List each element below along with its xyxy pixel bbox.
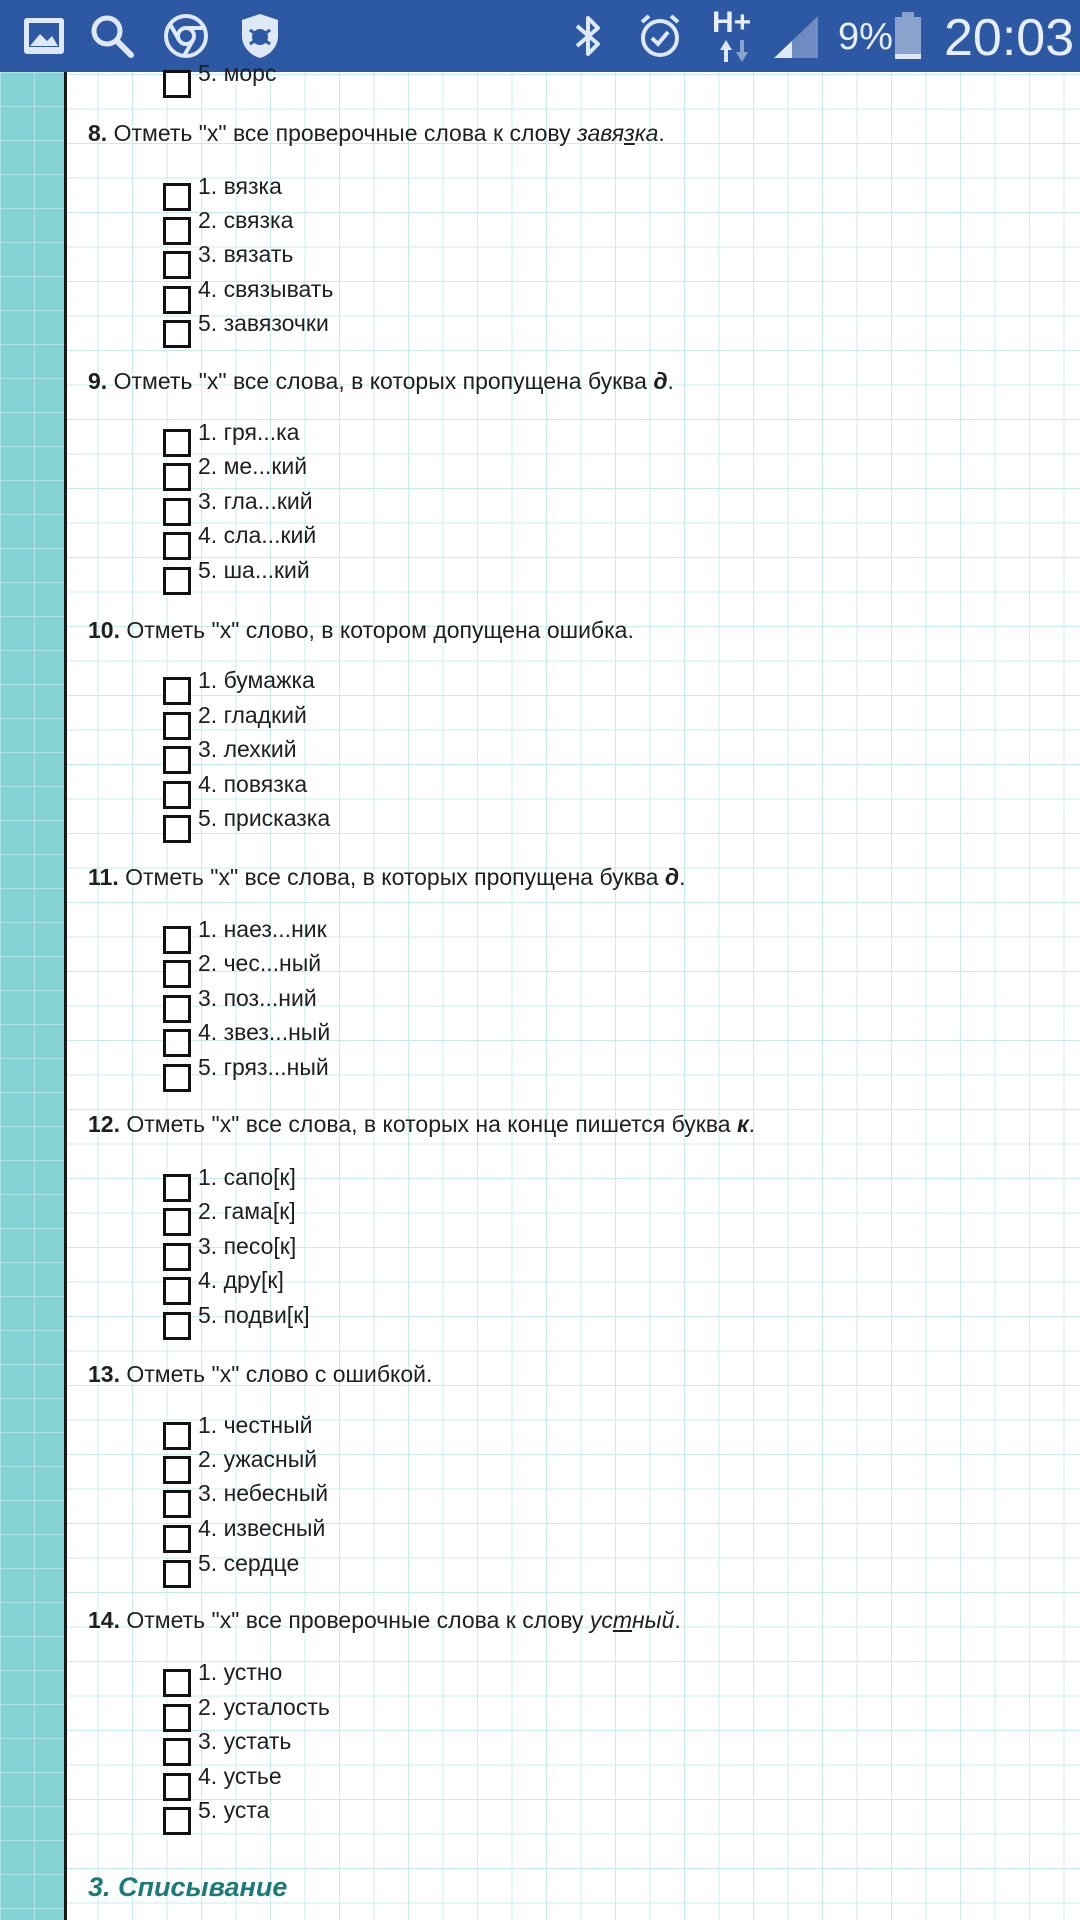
network-type-label: H+	[712, 6, 752, 39]
answer-checkbox[interactable]	[163, 463, 191, 491]
answer-checkbox[interactable]	[163, 1704, 191, 1732]
answer-checkbox[interactable]	[163, 1064, 191, 1092]
answer-checkbox[interactable]	[163, 320, 191, 348]
option-label: 3. поз...ний	[198, 985, 317, 1011]
target-letter: к	[736, 1111, 749, 1137]
network-arrows-icon	[718, 38, 752, 64]
option-label: 5. ша...кий	[198, 557, 310, 583]
option-label: 3. устать	[198, 1728, 292, 1754]
notebook-margin	[0, 72, 66, 1920]
option-label: 3. гла...кий	[198, 488, 313, 514]
option-label: 5. морс	[198, 60, 277, 86]
answer-checkbox[interactable]	[163, 995, 191, 1023]
answer-checkbox[interactable]	[163, 1456, 191, 1484]
answer-checkbox[interactable]	[163, 1312, 191, 1340]
answer-checkbox[interactable]	[163, 217, 191, 245]
battery-icon	[892, 10, 924, 62]
answer-checkbox[interactable]	[163, 429, 191, 457]
status-bar	[0, 0, 1080, 72]
answer-checkbox[interactable]	[163, 251, 191, 279]
search-icon[interactable]	[86, 10, 138, 62]
option-label: 4. связывать	[198, 276, 334, 302]
question-text: Отметь "х" все слова, в которых пропущена буква	[107, 368, 654, 394]
question-11: 11. Отметь "х" все слова, в которых пропущена буква д.	[88, 864, 686, 890]
option-label: 3. небесный	[198, 1480, 329, 1506]
answer-checkbox[interactable]	[163, 1029, 191, 1057]
question-number: 9.	[88, 368, 108, 394]
question-text: Отметь "х" все проверочные слова к слову	[107, 120, 578, 146]
question-13	[88, 1361, 432, 1388]
question-number: 8.	[88, 120, 108, 146]
clock: 20:03	[944, 9, 1075, 67]
answer-checkbox[interactable]	[163, 1738, 191, 1766]
answer-checkbox[interactable]	[163, 1807, 191, 1835]
option-label: 5. уста	[198, 1797, 270, 1823]
option-label: 2. усталость	[198, 1694, 330, 1720]
answer-checkbox[interactable]	[163, 1560, 191, 1588]
question-number: 13.	[88, 1361, 120, 1387]
option-label: 4. повязка	[198, 771, 308, 797]
option-label: 2. ме...кий	[198, 453, 308, 479]
antivirus-icon[interactable]	[234, 10, 286, 62]
alarm-icon	[634, 10, 686, 62]
answer-checkbox[interactable]	[163, 532, 191, 560]
option-label: 5. завязочки	[198, 310, 329, 336]
question-text: Отметь "х" все проверочные слова к слову	[119, 1607, 590, 1633]
answer-checkbox[interactable]	[163, 1490, 191, 1518]
answer-checkbox[interactable]	[163, 498, 191, 526]
target-letter: д	[664, 864, 680, 890]
option-label: 1. наез...ник	[198, 916, 327, 942]
signal-icon	[770, 10, 822, 62]
answer-checkbox[interactable]	[163, 1208, 191, 1236]
option-label: 3. вязать	[198, 241, 294, 267]
answer-checkbox[interactable]	[163, 1174, 191, 1202]
answer-checkbox[interactable]	[163, 1422, 191, 1450]
question-number: 12.	[88, 1111, 120, 1137]
option-label: 2. связка	[198, 207, 294, 233]
question-number: 10.	[88, 617, 120, 643]
option-label: 4. извесный	[198, 1515, 326, 1541]
gallery-icon[interactable]	[18, 10, 70, 62]
answer-checkbox[interactable]	[163, 70, 191, 98]
answer-checkbox[interactable]	[163, 960, 191, 988]
option-label: 4. дру[к]	[198, 1267, 284, 1293]
answer-checkbox[interactable]	[163, 1525, 191, 1553]
option-label: 1. бумажка	[198, 667, 315, 693]
answer-checkbox[interactable]	[163, 1669, 191, 1697]
option-label: 5. гряз...ный	[198, 1054, 329, 1080]
option-label: 1. сапо[к]	[198, 1164, 296, 1190]
option-label: 1. вязка	[198, 173, 282, 199]
target-word: устный	[589, 1607, 675, 1633]
question-text: Отметь "х" все слова, в которых пропущена буква	[118, 864, 665, 890]
question-12: 12. Отметь "х" все слова, в которых на конце пишется буква к.	[88, 1111, 756, 1137]
option-label: 1. честный	[198, 1412, 313, 1438]
answer-checkbox[interactable]	[163, 781, 191, 809]
question-14: 14. Отметь "х" все проверочные слова к слову устный.	[88, 1607, 681, 1633]
answer-checkbox[interactable]	[163, 926, 191, 954]
option-label: 4. звез...ный	[198, 1019, 331, 1045]
answer-checkbox[interactable]	[163, 567, 191, 595]
option-label: 5. подви[к]	[198, 1302, 310, 1328]
answer-checkbox[interactable]	[163, 1773, 191, 1801]
option-label: 4. сла...кий	[198, 522, 317, 548]
option-label: 5. присказка	[198, 805, 331, 831]
question-10	[88, 617, 634, 644]
option-label: 2. ужасный	[198, 1446, 318, 1472]
question-number: 14.	[88, 1607, 120, 1633]
question-text: Отметь "х" слово с ошибкой.	[119, 1361, 433, 1387]
option-label: 2. гама[к]	[198, 1198, 296, 1224]
option-label: 1. устно	[198, 1659, 283, 1685]
answer-checkbox[interactable]	[163, 1243, 191, 1271]
answer-checkbox[interactable]	[163, 712, 191, 740]
chrome-icon[interactable]	[160, 10, 212, 62]
question-8: 8. Отметь "х" все проверочные слова к слову завязка.	[88, 120, 665, 146]
answer-checkbox[interactable]	[163, 746, 191, 774]
answer-checkbox[interactable]	[163, 286, 191, 314]
bluetooth-icon	[562, 10, 614, 62]
question-number: 11.	[88, 864, 119, 890]
question-text: Отметь "х" слово, в котором допущена ошибка.	[119, 617, 634, 643]
answer-checkbox[interactable]	[163, 1277, 191, 1305]
option-label: 3. лехкий	[198, 736, 297, 762]
option-label: 2. чес...ный	[198, 950, 322, 976]
margin-line	[64, 72, 67, 1920]
option-label: 3. песо[к]	[198, 1233, 297, 1259]
battery-percent: 9%	[838, 16, 893, 58]
question-text: Отметь "х" все слова, в которых на конце пишется буква	[119, 1111, 737, 1137]
option-label: 2. гладкий	[198, 702, 307, 728]
target-word: завязка	[577, 120, 659, 146]
answer-checkbox[interactable]	[163, 815, 191, 843]
option-label: 5. сердце	[198, 1550, 300, 1576]
target-letter: д	[653, 368, 668, 394]
question-9: 9. Отметь "х" все слова, в которых пропущена буква д.	[88, 368, 674, 394]
option-label: 1. гря...ка	[198, 419, 300, 445]
answer-checkbox[interactable]	[163, 183, 191, 211]
option-label: 4. устье	[198, 1763, 282, 1789]
section-heading: 3. Списывание	[88, 1872, 288, 1902]
answer-checkbox[interactable]	[163, 677, 191, 705]
